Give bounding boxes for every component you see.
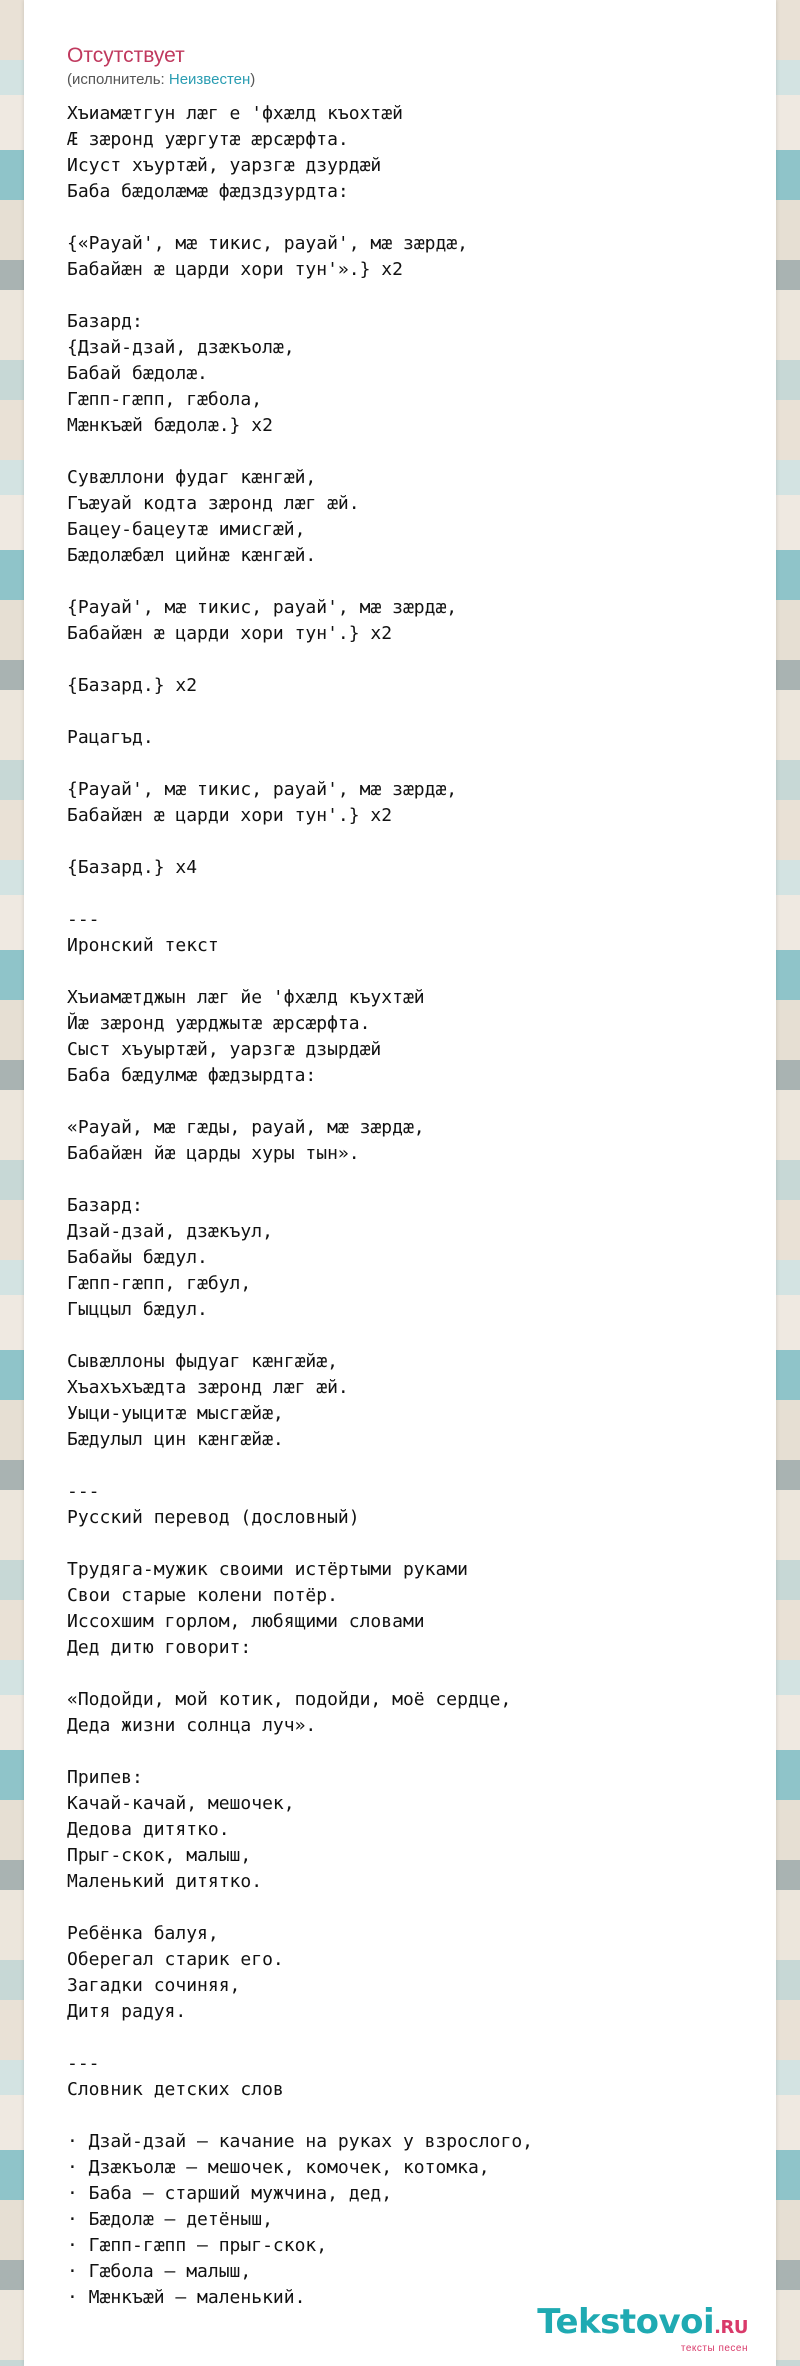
brand-name: [537, 2303, 748, 2347]
song-header: [67, 42, 255, 90]
lyrics-page: [24, 0, 776, 2366]
song-title: Отсутствует: [67, 44, 185, 67]
artist-line: [67, 70, 255, 90]
artist-suffix: ): [250, 71, 256, 88]
brand-name-text: Tekstovoi: [537, 2302, 715, 2342]
lyrics-text: Хъиамæтгун лæг е 'фхæлд къохтæй Æ зæронд уæргутæ æрсæрфта. Исуст хъуртæй, уарзгæ дзурдæй Баба бæдолæмæ фæдздзурдта: {«Рауай', мæ тикис, рауай', мæ зæрдæ, Бабайæн æ царди хори тун'».} х2 Базард: {Дзай-дзай, дзæкъолæ, Бабай бæдолæ. Гæпп-гæпп, гæбола, Мæнкъæй бæдолæ.} х2 Сувæллони фудаг кæнгæй, Гъæуай кодта зæронд лæг æй. Бацеу-бацеутæ имисгæй, Бæдолæбæл цийнæ кæнгæй. {Рауай', мæ тикис, рауай', мæ зæрдæ, Бабайæн æ царди хори тун'.} х2 {Базард.} х2 Рацагъд. {Рауай', мæ тикис, рауай', мæ зæрдæ, Бабайæн æ царди хори тун'.} х2 {Базард.} х4 --- Иронский текст Хъиамæтджын лæг йе 'фхæлд къухтæй Йæ зæронд уæрджытæ æрсæрфта. Сыст хъуыртæй, уарзгæ дзырдæй Баба бæдулмæ фæдзырдта: «Рауай, мæ гæды, рауай, мæ зæрдæ, Бабайæн йæ царды хуры тын». Базард: Дзай-дзай, дзæкъул, Бабайы бæдул. Гæпп-гæпп, гæбул, Гыццыл бæдул. Сывæллоны фыдуаг кæнгæйæ, Хъахъхъæдта зæронд лæг æй. Уыци-уыцитæ мысгæйæ, Бæдулыл цин кæнгæйæ. --- Русский перевод (дословный) Трудяга-мужик своими истёртыми руками Свои старые колени потёр. Иссохшим горлом, любящими словами Дед дитю говорит: «Подойди, мой котик, подойди, моё сердце, Деда жизни солнца луч». Припев: Качай-качай, мешочек, Дедова дитятко. Прыг-скок, малыш, Маленький дитятко. Ребёнка балуя, Оберегал старик его. Загадки сочиняя, Дитя радуя. --- Словник детских слов · Дзай-дзай — качание на руках у взрослого, · Дзæкъолæ — мешочек, комочек, котомка, · Баба — старший мужчина, дед, · Бæдолæ — детёныш, · Гæпп-гæпп — прыг-скок, · Гæбола — малыш, · Мæнкъæй — маленький.: [67, 103, 533, 2308]
artist-prefix: (исполнитель:: [67, 71, 169, 88]
brand-tagline: тексты песен: [680, 2343, 748, 2354]
brand-tld: .RU: [714, 2317, 748, 2338]
brand-logo[interactable]: [537, 2303, 748, 2354]
artist-link[interactable]: Неизвестен: [168, 71, 251, 88]
